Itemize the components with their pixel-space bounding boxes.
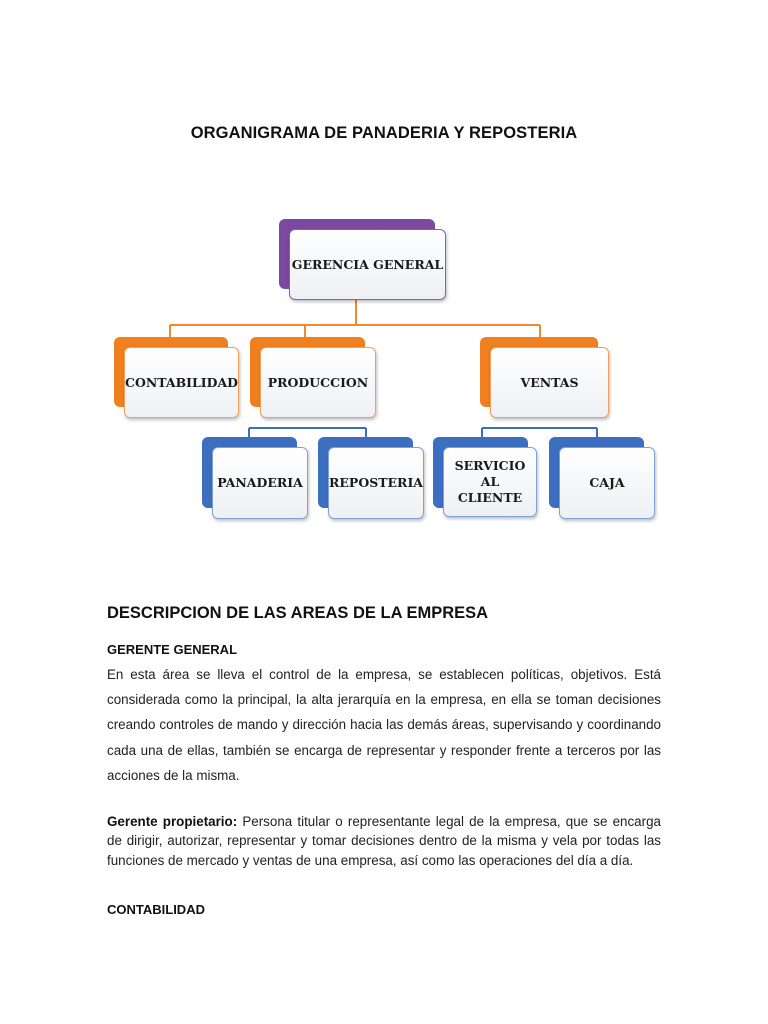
- node-label: PANADERIA: [212, 447, 308, 519]
- section-heading: DESCRIPCION DE LAS AREAS DE LA EMPRESA: [107, 604, 489, 622]
- gerente-propietario-text: Persona titular o representante legal de la empresa, que se encarga de dirigir, autorizar, representar y tomar decisiones dentro de la misma y vela por todas las funciones de mercado y ventas de una empresa, así como las operaciones del día a día.: [107, 814, 661, 868]
- node-contabilidad: [114, 337, 240, 419]
- node-label: CAJA: [559, 447, 655, 519]
- gerente-propietario-label: Gerente propietario:: [107, 814, 238, 829]
- node-label: SERVICIO AL CLIENTE: [443, 447, 537, 517]
- node-label: PRODUCCION: [260, 347, 376, 418]
- gerente-general-paragraph: En esta área se lleva el control de la empresa, se establecen políticas, objetivos. Está considerada como la principal, la alta jerarquía en la empresa, en ella se toman decisiones creando controles de mando y dirección hacia las demás áreas, supervisando y coordinando cada una de ellas, también se encarga de representar y responder frente a terceros por las acciones de la misma.: [107, 667, 661, 783]
- gerente-propietario-paragraph: [107, 812, 661, 870]
- node-panaderia: [202, 437, 309, 520]
- node-label: GERENCIA GENERAL: [289, 229, 446, 300]
- page-title: ORGANIGRAMA DE PANADERIA Y REPOSTERIA: [190, 124, 578, 142]
- node-reposteria: [318, 437, 425, 520]
- node-caja: [549, 437, 656, 520]
- contabilidad-heading: CONTABILIDAD: [107, 902, 205, 917]
- node-label: REPOSTERIA: [328, 447, 424, 519]
- gerente-general-heading: GERENTE GENERAL: [107, 642, 238, 657]
- node-label: VENTAS: [490, 347, 609, 418]
- node-ventas: [480, 337, 610, 419]
- node-label: CONTABILIDAD: [124, 347, 239, 418]
- node-gerencia-general: [279, 219, 447, 301]
- node-produccion: [250, 337, 377, 419]
- node-servicio-al-cliente: [433, 437, 540, 520]
